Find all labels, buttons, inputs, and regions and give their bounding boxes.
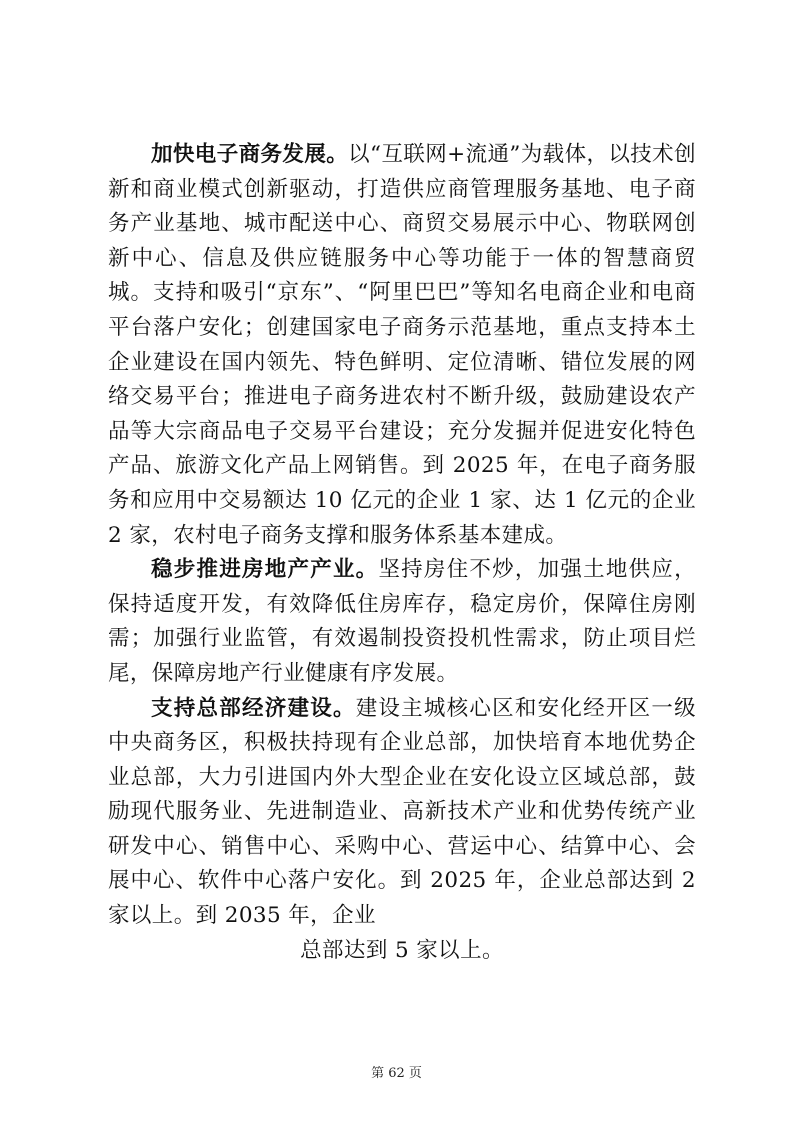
paragraph-body: 建设主城核心区和安化经开区一级中央商务区，积极扶持现有企业总部，加快培育本地优势企业总部，大力引进国内外大型企业在安化设立区域总部，鼓励现代服务业、先进制造业、高新技术产业和优势传统产业研发中心、销售中心、采购中心、营运中心、结算中心、会展中心、软件中心落户安化。到 2025 年，企业总部达到 2 家以上。到 2035 年，企业 (108, 695, 696, 929)
document-page (108, 138, 696, 968)
paragraph-tail-line: 总部达到 5 家以上。 (300, 937, 504, 963)
paragraph-body: 以“互联网+流通”为载体，以技术创新和商业模式创新驱动，打造供应商管理服务基地、电子商务产业基地、城市配送中心、商贸交易展示中心、物联网创新中心、信息及供应链服务中心等功能于一体的智慧商贸城。支持和吸引“京东”、“阿里巴巴”等知名电商企业和电商平台落户安化；创建国家电子商务示范基地，重点支持本土企业建设在国内领先、特色鲜明、定位清晰、错位发展的网络交易平台；推进电子商务进农村不断升级，鼓励建设农产品等大宗商品电子交易平台建设；充分发掘并促进安化特色产品、旅游文化产品上网销售。到 2025 年，在电子商务服务和应用中交易额达 10 亿元的企业 1 家、达 1 亿元的企业 2 家，农村电子商务支撑和服务体系基本建成。 (108, 142, 696, 548)
paragraph-heading: 稳步推进房地产产业。 (151, 557, 379, 583)
paragraph-heading: 支持总部经济建设。 (151, 695, 356, 721)
paragraph-body: 坚持房住不炒，加强土地供应，保持适度开发，有效降低住房库存，稳定房价，保障住房刚需；加强行业监管，有效遏制投资投机性需求，防止项目烂尾，保障房地产行业健康有序发展。 (108, 557, 696, 686)
paragraph-heading: 加快电子商务发展。 (151, 142, 349, 167)
paragraph-headquarters (108, 692, 696, 969)
paragraph-real-estate (108, 553, 696, 691)
page-number: 第 62 页 (371, 1066, 422, 1081)
paragraph-ecommerce (108, 138, 696, 553)
